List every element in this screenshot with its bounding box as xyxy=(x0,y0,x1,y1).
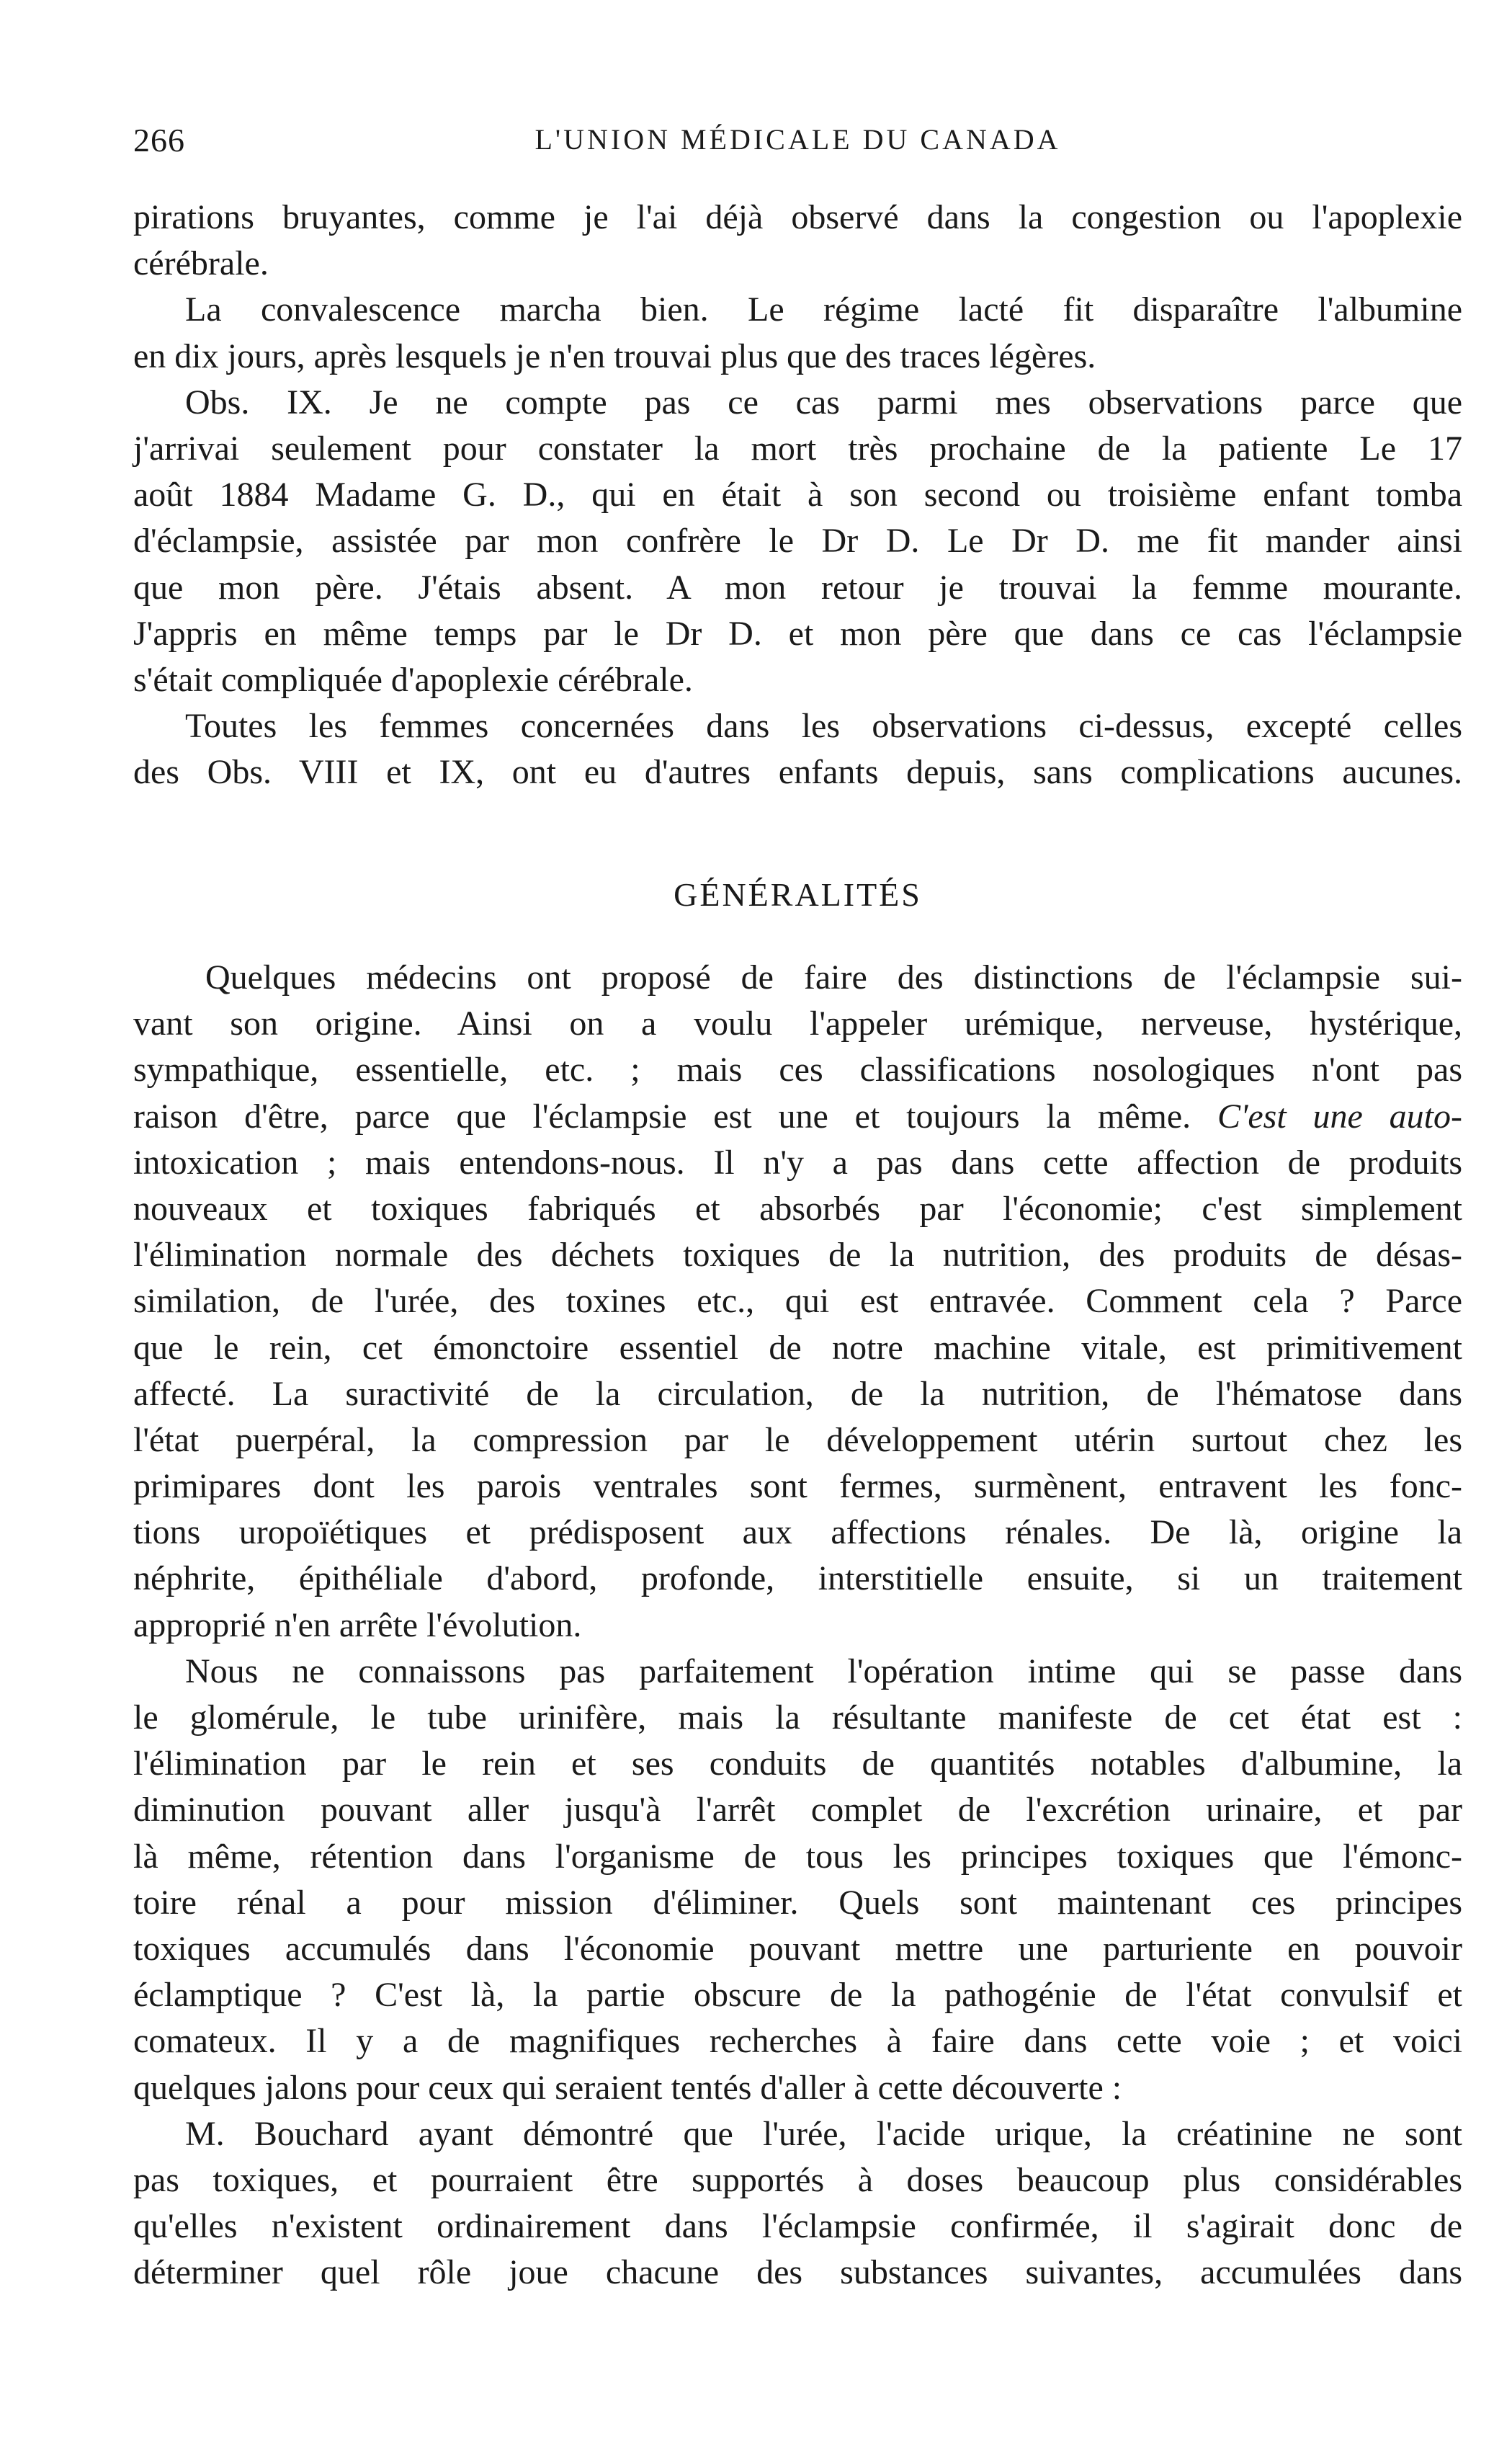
text-line: qu'elles n'existent ordinairement dans l'éclampsie confirmée, il s'agirait donc de xyxy=(133,2207,1462,2246)
text-line: j'arrivai seulement pour constater la mort très prochaine de la patiente Le 17 xyxy=(133,429,1462,468)
text-line: quelques jalons pour ceux qui seraient tentés d'aller à cette découverte : xyxy=(133,2068,1122,2107)
text-line: J'appris en même temps par le Dr D. et mon père que dans ce cas l'éclampsie xyxy=(133,614,1462,653)
text-line: La convalescence marcha bien. Le régime lacté fit disparaître l'albumine xyxy=(185,290,1462,329)
text-line: août 1884 Madame G. D., qui en était à son second ou troisième enfant tomba xyxy=(133,476,1462,514)
text-line: l'état puerpéral, la compression par le développement utérin surtout chez les xyxy=(133,1420,1462,1459)
text-line: tions uropoïétiques et prédisposent aux affections rénales. De là, origine la xyxy=(133,1513,1462,1552)
generalites-text-block xyxy=(133,955,1462,2296)
text-line: d'éclampsie, assistée par mon confrère le Dr D. Le Dr D. me fit mander ainsi xyxy=(133,522,1462,561)
text-line: Quelques médecins ont proposé de faire des distinctions de l'éclampsie sui- xyxy=(205,958,1462,997)
text-line: déterminer quel rôle joue chacune des substances suivantes, accumulées dans xyxy=(133,2253,1462,2292)
text-line: affecté. La suractivité de la circulation, de la nutrition, de l'hématose dans xyxy=(133,1374,1462,1413)
text-line: l'élimination par le rein et ses conduits de quantités notables d'albumine, la xyxy=(133,1744,1462,1783)
text-line: toxiques accumulés dans l'économie pouvant mettre une parturiente en pouvoir xyxy=(133,1929,1462,1968)
text-line: des Obs. VIII et IX, ont eu d'autres enfants depuis, sans complications aucunes. xyxy=(133,753,1462,792)
text-line: s'était compliquée d'apoplexie cérébrale. xyxy=(133,660,693,699)
text-line: sympathique, essentielle, etc. ; mais ces classifications nosologiques n'ont pas xyxy=(133,1051,1462,1089)
text-line: pas toxiques, et pourraient être supportés à doses beaucoup plus considérables xyxy=(133,2160,1462,2199)
text-line: là même, rétention dans l'organisme de tous les principes toxiques que l'émonc- xyxy=(133,1837,1462,1876)
text-line-with-italic xyxy=(133,1094,1462,1140)
text-line: l'élimination normale des déchets toxiques de la nutrition, des produits de désas- xyxy=(133,1236,1462,1275)
running-head xyxy=(133,121,1462,164)
journal-title: L'UNION MÉDICALE DU CANADA xyxy=(534,123,1061,156)
text-line: Toutes les femmes concernées dans les observations ci-dessus, excepté celles xyxy=(185,707,1462,746)
text-line: que le rein, cet émonctoire essentiel de notre machine vitale, est primitivement xyxy=(133,1328,1462,1367)
text-line: Nous ne connaissons pas parfaitement l'opération intime qui se passe dans xyxy=(185,1652,1462,1690)
text-line: approprié n'en arrête l'évolution. xyxy=(133,1605,582,1644)
text-line: M. Bouchard ayant démontré que l'urée, l'acide urique, la créatinine ne sont xyxy=(185,2114,1462,2153)
text-line: primipares dont les parois ventrales sont fermes, surmènent, entravent les fonc- xyxy=(133,1467,1462,1506)
text-segment: raison d'être, parce que l'éclampsie est une et toujours la même. xyxy=(133,1097,1191,1136)
text-line: que mon père. J'étais absent. A mon retour je trouvai la femme mourante. xyxy=(133,568,1462,607)
text-line: vant son origine. Ainsi on a voulu l'appeler urémique, nerveuse, hystérique, xyxy=(133,1004,1462,1043)
text-line: similation, de l'urée, des toxines etc., qui est entravée. Comment cela ? Parce xyxy=(133,1282,1462,1321)
text-line: intoxication ; mais entendons-nous. Il n'y a pas dans cette affection de produits xyxy=(133,1143,1462,1182)
text-line: pirations bruyantes, comme je l'ai déjà observé dans la congestion ou l'apoplexie xyxy=(133,198,1462,236)
text-line: nouveaux et toxiques fabriqués et absorbés par l'économie; c'est simplement xyxy=(133,1189,1462,1228)
text-line: éclamptique ? C'est là, la partie obscure de la pathogénie de l'état convulsif et xyxy=(133,1976,1462,2015)
text-line: Obs. IX. Je ne compte pas ce cas parmi mes observations parce que xyxy=(185,383,1462,422)
text-line: le glomérule, le tube urinifère, mais la résultante manifeste de cet état est : xyxy=(133,1698,1462,1737)
text-line: en dix jours, après lesquels je n'en trouvai plus que des traces légères. xyxy=(133,336,1096,375)
page-number: 266 xyxy=(133,122,185,159)
observation-text-block xyxy=(133,195,1462,795)
italic-phrase: C'est une auto- xyxy=(1217,1097,1463,1136)
text-line: comateux. Il y a de magnifiques recherches à faire dans cette voie ; et voici xyxy=(133,2022,1462,2061)
section-heading: GÉNÉRALITÉS xyxy=(674,876,922,913)
text-line: diminution pouvant aller jusqu'à l'arrêt complet de l'excrétion urinaire, et par xyxy=(133,1791,1462,1829)
text-line: toire rénal a pour mission d'éliminer. Quels sont maintenant ces principes xyxy=(133,1883,1462,1922)
text-line: néphrite, épithéliale d'abord, profonde, interstitielle ensuite, si un traitement xyxy=(133,1559,1462,1598)
text-line: cérébrale. xyxy=(133,244,269,283)
